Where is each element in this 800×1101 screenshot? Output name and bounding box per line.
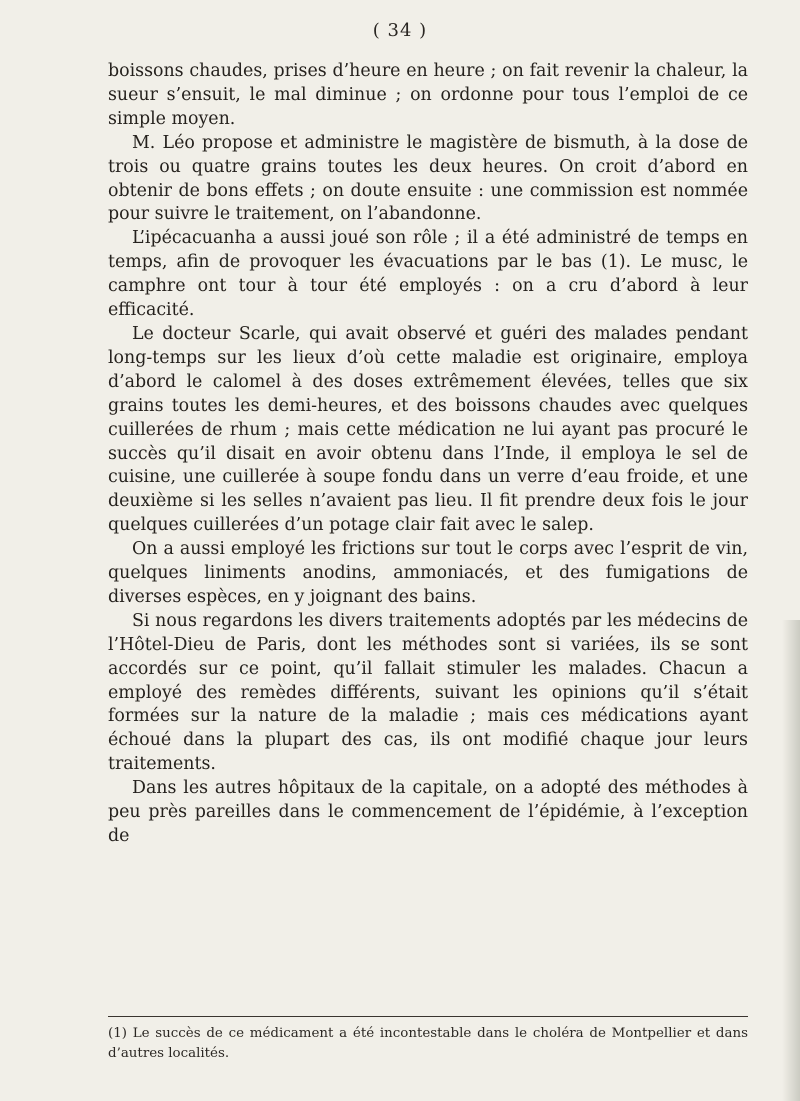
paragraph-scarle: Le docteur Scarle, qui avait observé et guéri des malades pendant long-temps sur les lieux d’où cette maladie est originaire, employa d’abord le calomel à des doses extrêmement élevées, telles que six grains toutes les demi-heures, et des boissons chaudes avec quelques cuillerées de rhum ; mais cette médication ne lui ayant pas procuré le succès qu’il disait en avoir obtenu dans l’Inde, il employa le sel de cuisine, une cuillerée à soupe fondu dans un verre d’eau froide, et une deuxième si les selles n’avaient pas lieu. Il fit prendre deux fois le jour quelques cuillerées d’un potage clair fait avec le salep. (108, 323, 748, 536)
paragraph-hotel-dieu: Si nous regardons les divers traitements adoptés par les médecins de l’Hôtel-Dieu de Paris, dont les méthodes sont si variées, ils se sont accordés sur ce point, qu’il fallait stimuler les malades. Chacun a employé des remèdes différents, suivant les opinions qu’il s’était formées sur la nature de la maladie ; mais ces médications ayant échoué dans la plupart des cas, ils ont modifié chaque jour leurs traitements. (108, 610, 748, 775)
footnote-divider (108, 1016, 748, 1017)
footnote: (1) Le succès de ce médicament a été incontestable dans le choléra de Montpellier et dans d’autres localités. (108, 1026, 748, 1061)
paragraph-frictions: On a aussi employé les frictions sur tout le corps avec l’esprit de vin, quelques liniments anodins, ammoniacés, et des fumigations de diverses espèces, en y joignant des bains. (108, 539, 748, 607)
paragraph-leo-bismuth: M. Léo propose et administre le magistère de bismuth, à la dose de trois ou quatre grains toutes les deux heures. On croit d’abord en obtenir de bons effets ; on doute ensuite : une commission est nommée pour suivre le traitement, on l’abandonne. (108, 132, 748, 225)
body-text (108, 60, 748, 849)
page-number: ( 34 ) (372, 20, 428, 41)
paragraph-autres-hopitaux: Dans les autres hôpitaux de la capitale, on a adopté des méthodes à peu près pareilles dans le commencement de l’épidémie, à l’exception de (108, 778, 748, 846)
page-edge-shadow (782, 620, 800, 1101)
paragraph-continuation: boissons chaudes, prises d’heure en heure ; on fait revenir la chaleur, la sueur s’ensuit, le mal diminue ; on ordonne pour tous l’emploi de ce simple moyen. (108, 61, 748, 129)
paragraph-ipecacuanha: L’ipécacuanha a aussi joué son rôle ; il a été administré de temps en temps, afin de provoquer les évacuations par le bas (1). Le musc, le camphre ont tour à tour été employés : on a cru d’abord à leur efficacité. (108, 228, 748, 321)
